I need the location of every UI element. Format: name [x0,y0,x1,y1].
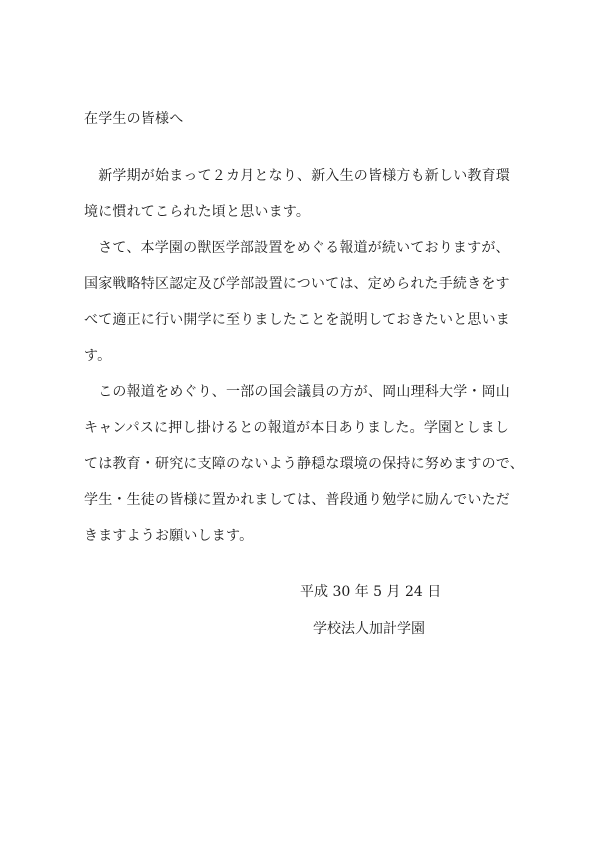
paragraph-line: きますようお願いします。 [84,528,254,544]
paragraph-line: さて、本学園の獣医学部設置をめぐる報道が続いておりますが、 [84,240,510,256]
paragraph-line: ては教育・研究に支障のないよう静穏な環境の保持に努めますので、 [84,456,524,472]
paragraph-line: 学生・生徒の皆様に置かれましては、普段通り勉学に励んでいただ [84,492,510,508]
letter-date: 平成 30 年 5 月 24 日 [300,584,442,600]
paragraph-line: べて適正に行い開学に至りましたことを説明しておきたいと思いま [84,312,510,328]
paragraph-line: す。 [84,348,112,364]
sender-organization: 学校法人加計学園 [313,621,425,637]
paragraph-line: 国家戦略特区認定及び学部設置については、定められた手続きをす [84,276,510,292]
paragraph-line: この報道をめぐり、一部の国会議員の方が、岡山理科大学・岡山 [84,384,510,400]
paragraph-line: 境に慣れてこられた頃と思います。 [84,204,311,220]
paragraph-line: 新学期が始まって２カ月となり、新入生の皆様方も新しい教育環 [84,168,510,184]
paragraph-line: キャンパスに押し掛けるとの報道が本日ありました。学園としまし [84,420,510,436]
salutation: 在学生の皆様へ [84,111,184,127]
